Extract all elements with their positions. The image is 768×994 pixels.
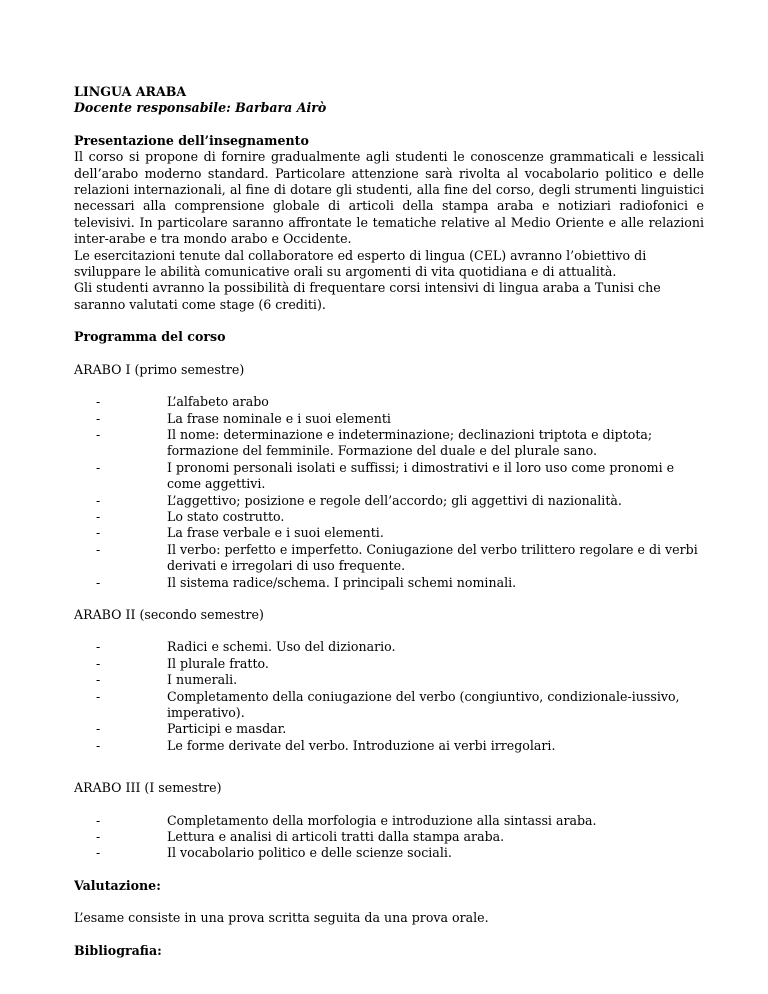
list-item-text: Completamento della coniugazione del verbo (congiuntivo, condizionale-iussivo, imperativo). — [167, 688, 680, 720]
list-item-text: Il plurale fratto. — [167, 655, 269, 671]
dash-bullet: - — [96, 459, 101, 475]
list-item — [74, 721, 704, 737]
list-item-text: Il vocabolario politico e delle scienze sociali. — [167, 845, 452, 861]
list-item-text: I pronomi personali isolati e suffissi; i dimostrativi e il loro uso come pronomi e come aggettivi. — [167, 459, 675, 492]
list-item — [74, 394, 704, 410]
dash-bullet: - — [96, 688, 101, 704]
list-item-text: I numerali. — [167, 672, 238, 688]
presentation-paragraph: Il corso si propone di fornire gradualmente agli studenti le conoscenze grammaticali e lessicali dell’arabo moderno standard. Particolare attenzione sarà rivolta al vocabolario politico e delle relazioni internazionali, al fine di dotare gli studenti, alla fine del corso, degli strumenti linguistici necessari alla comprensione globale di articoli della stampa araba e notiziari radiofonici e televisivi. In particolare saranno affrontate le tematiche relative al Medio Oriente e alle relazioni inter-arabe e tra mondo arabo e Occidente. — [74, 149, 704, 247]
list-item-text: Il verbo: perfetto e imperfetto. Coniugazione del verbo trilittero regolare e di verbi derivati e irregolari di uso frequente. — [167, 541, 698, 574]
dash-bullet: - — [96, 812, 101, 828]
list-item-text: Completamento della morfologia e introduzione alla sintassi araba. — [167, 812, 597, 828]
section-list — [74, 639, 704, 754]
dash-bullet: - — [96, 721, 101, 737]
dash-bullet: - — [96, 639, 101, 655]
list-item — [74, 672, 704, 688]
section-title: ARABO II (secondo semestre) — [74, 606, 264, 622]
document-page — [74, 84, 704, 959]
section-title: ARABO I (primo semestre) — [74, 361, 245, 377]
list-item — [74, 656, 704, 672]
list-item-text: La frase verbale e i suoi elementi. — [167, 525, 384, 541]
dash-bullet: - — [96, 829, 101, 845]
list-item — [74, 639, 704, 655]
list-item — [74, 525, 704, 541]
presentation-heading: Presentazione dell’insegnamento — [74, 132, 309, 148]
dash-bullet: - — [96, 525, 101, 541]
dash-bullet: - — [96, 492, 101, 508]
course-title: LINGUA ARABA — [74, 84, 187, 99]
list-item — [74, 575, 704, 591]
dash-bullet: - — [96, 541, 101, 557]
section-list — [74, 813, 704, 862]
list-item — [74, 411, 704, 427]
list-item — [74, 427, 704, 460]
list-item-text: La frase nominale e i suoi elementi — [167, 410, 391, 426]
list-item-text: Radici e schemi. Uso del dizionario. — [167, 639, 396, 655]
list-item-text: L’aggettivo; posizione e regole dell’accordo; gli aggettivi di nazionalità. — [167, 492, 622, 508]
dash-bullet: - — [96, 410, 101, 426]
list-item-text: Lettura e analisi di articoli tratti dalla stampa araba. — [167, 829, 505, 845]
section-title: ARABO III (I semestre) — [74, 780, 222, 796]
teacher-line: Docente responsabile: Barbara Airò — [74, 100, 327, 116]
dash-bullet: - — [96, 845, 101, 861]
bibliography-heading: Bibliografia: — [74, 942, 162, 958]
list-item — [74, 542, 704, 575]
dash-bullet: - — [96, 426, 101, 442]
evaluation-text: L’esame consiste in una prova scritta seguita da una prova orale. — [74, 910, 489, 926]
list-item-text: Il sistema radice/schema. I principali schemi nominali. — [167, 574, 517, 590]
list-item-text: Lo stato costrutto. — [167, 508, 285, 524]
dash-bullet: - — [96, 672, 101, 688]
list-item — [74, 460, 704, 493]
list-item-text: Participi e masdar. — [167, 721, 287, 737]
list-item — [74, 509, 704, 525]
list-item — [74, 829, 704, 845]
list-item — [74, 493, 704, 509]
dash-bullet: - — [96, 508, 101, 524]
list-item — [74, 689, 704, 722]
dash-bullet: - — [96, 574, 101, 590]
evaluation-heading: Valutazione: — [74, 877, 161, 893]
dash-bullet: - — [96, 737, 101, 753]
list-item-text: L’alfabeto arabo — [167, 394, 269, 410]
dash-bullet: - — [96, 394, 101, 410]
list-item — [74, 813, 704, 829]
list-item-text: Le forme derivate del verbo. Introduzione ai verbi irregolari. — [167, 737, 556, 753]
dash-bullet: - — [96, 655, 101, 671]
presentation-paragraph: Gli studenti avranno la possibilità di frequentare corsi intensivi di lingua araba a Tunisi che saranno valutati come stage (6 crediti). — [74, 280, 661, 312]
list-item-text: Il nome: determinazione e indeterminazione; declinazioni triptota e diptota; formazione del femminile. Formazione del duale e del plurale sano. — [167, 426, 653, 459]
section-list — [74, 394, 704, 591]
program-heading: Programma del corso — [74, 329, 226, 345]
list-item — [74, 845, 704, 861]
presentation-paragraph: Le esercitazioni tenute dal collaboratore ed esperto di lingua (CEL) avranno l’obiettivo di sviluppare le abilità comunicative orali su argomenti di vita quotidiana e di attualità. — [74, 247, 647, 280]
list-item — [74, 738, 704, 754]
